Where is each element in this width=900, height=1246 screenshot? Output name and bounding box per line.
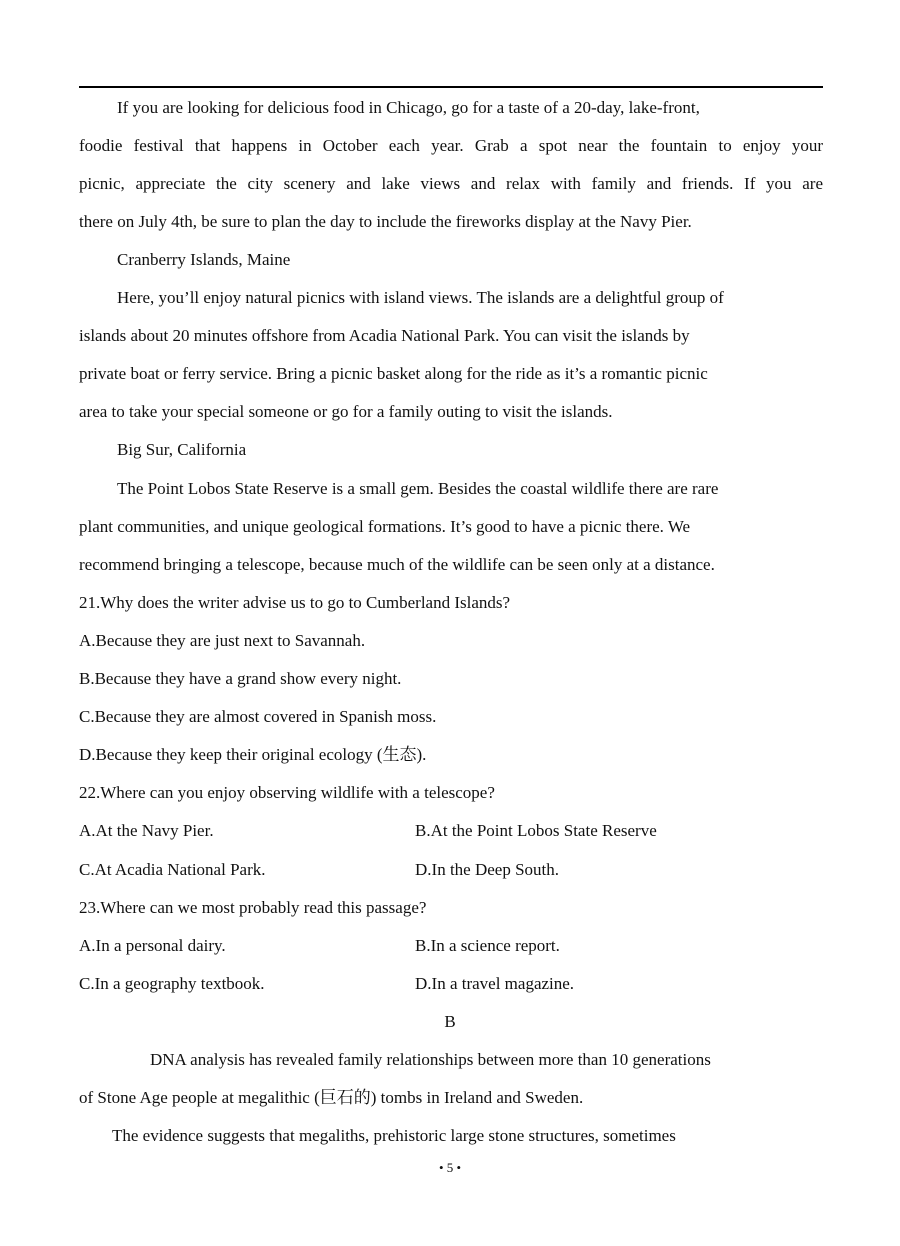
question-21-option-d: D.Because they keep their original ecology (生态). bbox=[79, 745, 427, 764]
question-23-option-b: B.In a science report. bbox=[415, 936, 560, 955]
question-21-option-b: B.Because they have a grand show every night. bbox=[79, 669, 402, 688]
question-22-option-a: A.At the Navy Pier. bbox=[79, 821, 214, 840]
passage-a-p1-line3: picnic, appreciate the city scenery and lake views and relax with family and friends. If you are bbox=[79, 174, 823, 193]
passage-b-p1-line1: DNA analysis has revealed family relationships between more than 10 generations bbox=[150, 1050, 711, 1069]
question-21-option-c: C.Because they are almost covered in Spanish moss. bbox=[79, 707, 437, 726]
question-22-stem: 22.Where can you enjoy observing wildlife with a telescope? bbox=[79, 783, 495, 802]
question-21-option-a: A.Because they are just next to Savannah. bbox=[79, 631, 366, 650]
question-23-stem: 23.Where can we most probably read this passage? bbox=[79, 898, 427, 917]
question-22-option-c: C.At Acadia National Park. bbox=[79, 860, 266, 879]
top-rule bbox=[79, 86, 823, 88]
question-23-option-d: D.In a travel magazine. bbox=[415, 974, 575, 993]
page-number: • 5 • bbox=[438, 1160, 462, 1175]
passage-b-p2-line1: The evidence suggests that megaliths, prehistoric large stone structures, sometimes bbox=[112, 1126, 676, 1145]
passage-a-p2-line2: islands about 20 minutes offshore from Acadia National Park. You can visit the islands by bbox=[79, 326, 690, 345]
location-heading-big-sur: Big Sur, California bbox=[117, 440, 247, 459]
passage-a-p2-line3: private boat or ferry service. Bring a picnic basket along for the ride as it’s a romantic picnic bbox=[79, 364, 708, 383]
question-23-option-c: C.In a geography textbook. bbox=[79, 974, 265, 993]
passage-a-p3-line3: recommend bringing a telescope, because much of the wildlife can be seen only at a distance. bbox=[79, 555, 715, 574]
question-21-stem: 21.Why does the writer advise us to go to Cumberland Islands? bbox=[79, 593, 511, 612]
passage-a-p2-line1: Here, you’ll enjoy natural picnics with island views. The islands are a delightful group of bbox=[117, 288, 724, 307]
passage-a-p1-line4: there on July 4th, be sure to plan the day to include the fireworks display at the Navy Pier. bbox=[79, 212, 692, 231]
passage-a-p3-line2: plant communities, and unique geological formations. It’s good to have a picnic there. We bbox=[79, 517, 691, 536]
section-b-label: B bbox=[444, 1012, 456, 1031]
passage-a-p1-line2: foodie festival that happens in October each year. Grab a spot near the fountain to enjoy your bbox=[79, 136, 823, 155]
question-22-option-d: D.In the Deep South. bbox=[415, 860, 560, 879]
question-22-option-b: B.At the Point Lobos State Reserve bbox=[415, 821, 657, 840]
location-heading-cranberry: Cranberry Islands, Maine bbox=[117, 250, 291, 269]
passage-a-p1-line1: If you are looking for delicious food in Chicago, go for a taste of a 20-day, lake-front, bbox=[117, 98, 700, 117]
passage-a-p2-line4: area to take your special someone or go for a family outing to visit the islands. bbox=[79, 402, 613, 421]
passage-a-p3-line1: The Point Lobos State Reserve is a small gem. Besides the coastal wildlife there are rare bbox=[117, 479, 719, 498]
question-23-option-a: A.In a personal dairy. bbox=[79, 936, 226, 955]
passage-b-p1-line2: of Stone Age people at megalithic (巨石的) tombs in Ireland and Sweden. bbox=[79, 1088, 584, 1107]
